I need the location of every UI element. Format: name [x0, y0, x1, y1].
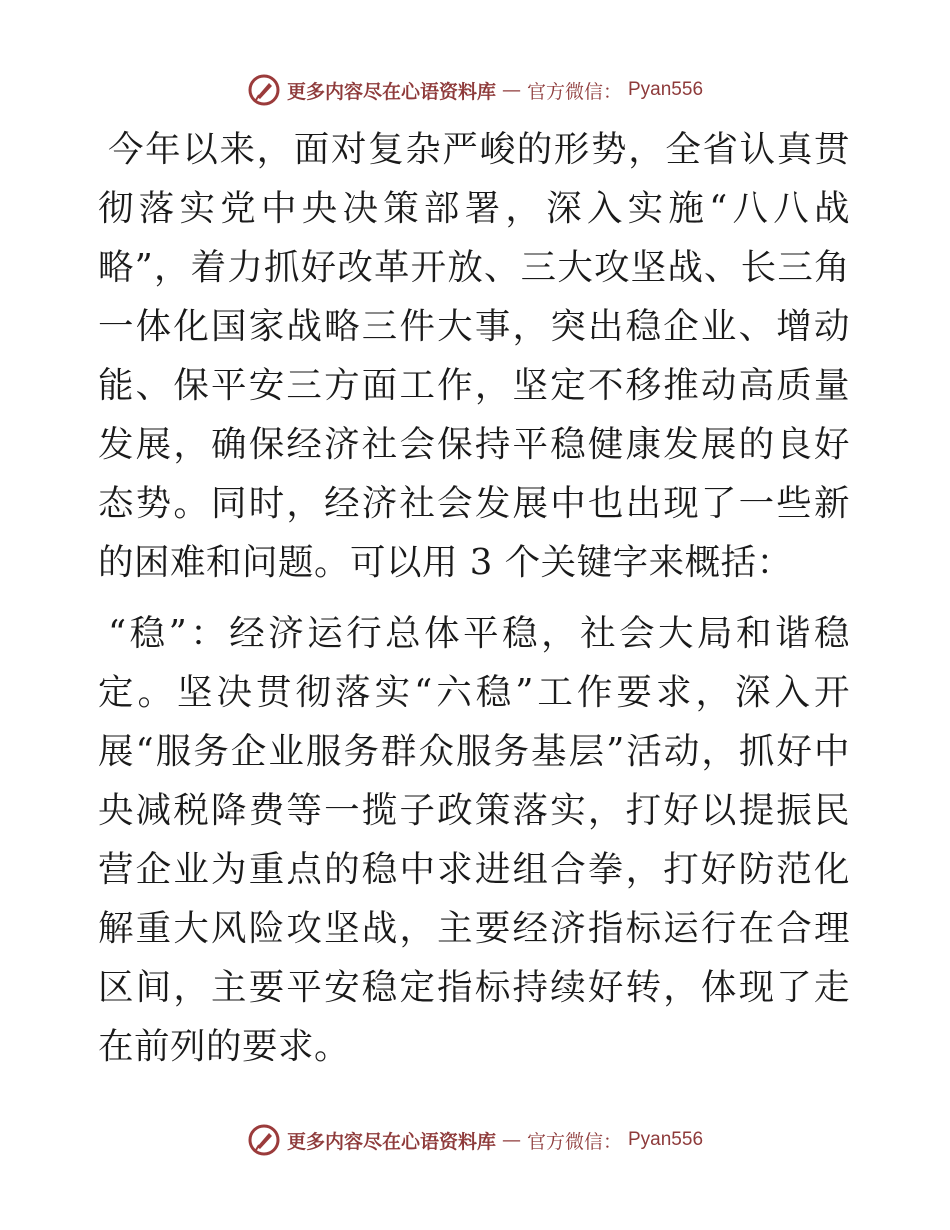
banner-wechat-label: 官方微信：: [526, 1130, 622, 1153]
footer-banner: [0, 1120, 950, 1160]
banner-wechat-label: 官方微信：: [526, 80, 622, 103]
banner-dash: —: [501, 1129, 521, 1151]
header-banner: [0, 70, 950, 110]
paragraph-stability: “稳”：经济运行总体平稳，社会大局和谐稳定。坚决贯彻落实“六稳”工作要求，深入开展“服务企业服务群众服务基层”活动，抓好中央减税降费等一揽子政策落实，打好以提振民营企业为重点的稳中求进组合拳，打好防范化解重大风险攻坚战，主要经济指标运行在合理区间，主要平安稳定指标持续好转，体现了走在前列的要求。: [98, 613, 850, 1067]
banner-site-text: 更多内容尽在心语资料库: [286, 80, 496, 103]
banner-dash: —: [501, 79, 521, 101]
paragraph-intro: 今年以来，面对复杂严峻的形势，全省认真贯彻落实党中央决策部署，深入实施“八八战略”，着力抓好改革开放、三大攻坚战、长三角一体化国家战略三件大事，突出稳企业、增动能、保平安三方面工作，坚定不移推动高质量发展，确保经济社会保持平稳健康发展的良好态势。同时，经济社会发展中也出现了一些新的困难和问题。可以用 3 个关键字来概括：: [98, 129, 850, 583]
banner-site-text: 更多内容尽在心语资料库: [286, 1130, 496, 1153]
document-body: [98, 120, 850, 1076]
quill-seal-icon: [247, 1123, 281, 1157]
banner-wechat-id: Pyan556: [628, 79, 704, 100]
banner-wechat-id: Pyan556: [628, 1129, 704, 1150]
quill-seal-icon: [247, 73, 281, 107]
